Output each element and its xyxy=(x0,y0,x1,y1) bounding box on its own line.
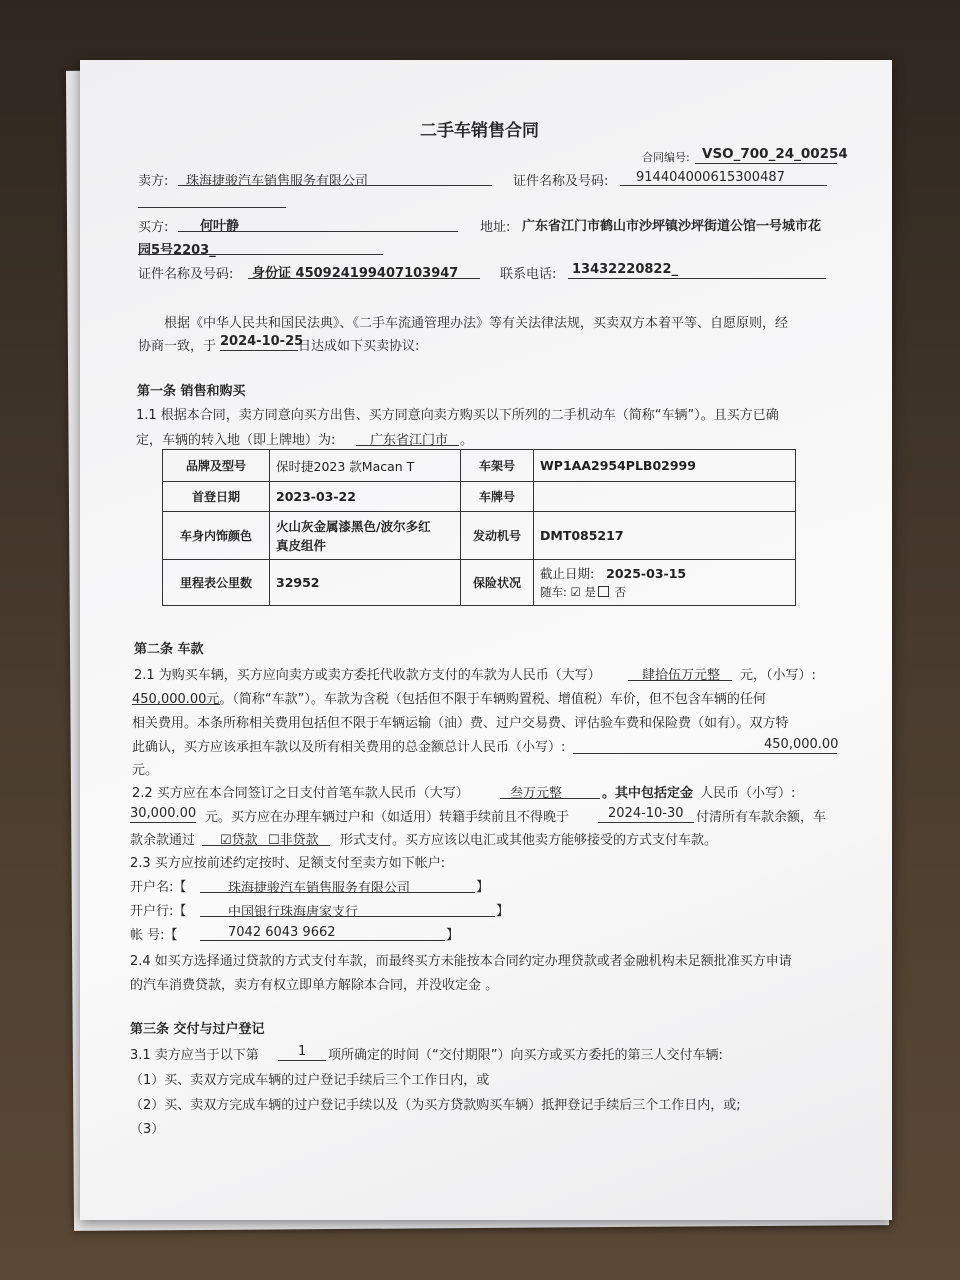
s2-2-line-3b: 形式支付。买方应该以电汇或其他卖方能够接受的方式支付车款。 xyxy=(340,833,718,848)
s2-1-line-3: 相关费用。本条所称相关费用包括但不限于车辆运输（油）费、过户交易费、评估验车费和保险费（如有）。双方特 xyxy=(132,716,789,731)
address-line-2: 园5号2203_ xyxy=(138,243,216,258)
plate-label: 车牌号 xyxy=(461,482,534,512)
section-1-title: 第一条 销售和购买 xyxy=(137,384,246,399)
vehicle-table xyxy=(162,449,796,606)
phone: 13432220822_ xyxy=(572,262,678,277)
buyer-name: 何叶静 xyxy=(200,219,240,234)
s1-1-place: 广东省江门市 xyxy=(370,433,449,448)
engine-value: DMT085217 xyxy=(534,512,796,560)
seller-id-label: 证件名称及号码: xyxy=(513,174,609,189)
s2-1-line-1a: 2.1 为购买车辆，买方应向卖方或卖方委托代收款方支付的车款为人民币（大写） xyxy=(134,668,601,683)
account-name: 珠海捷骏汽车销售服务有限公司 xyxy=(228,881,411,896)
s2-1-amount-cn: 肆拾伍万元整 xyxy=(642,668,721,683)
s1-1-line-2b: 。 xyxy=(460,433,474,448)
s2-2-line-2c: 付清所有车款余额，车 xyxy=(696,810,827,825)
s3-1-num: 1 xyxy=(298,1044,307,1059)
account-no: 7042 6043 9662 xyxy=(228,925,336,940)
buyer-label: 买方: xyxy=(138,220,169,235)
contract-no: VSO_700_24_00254 xyxy=(702,146,848,162)
s2-4-line-1: 2.4 如买方选择通过贷款的方式支付车款，而最终买方未能按本合同约定办理贷款或者金融机构未足额批准买方申请 xyxy=(130,954,792,969)
s2-2-line-3a: 款余款通过 xyxy=(130,833,196,848)
insurance-date-label: 截止日期: xyxy=(540,565,595,581)
s2-1-line-1b: 元，（小写）: xyxy=(740,668,816,683)
follow-yes: 是 xyxy=(584,584,596,599)
vin-value: WP1AA2954PLB02999 xyxy=(534,450,796,482)
intro-line-2a: 协商一致，于 xyxy=(138,339,217,354)
reg-value: 2023-03-22 xyxy=(270,482,461,512)
follow-no: 否 xyxy=(614,584,627,599)
nonloan-checkbox[interactable]: ☐非贷款 xyxy=(268,833,319,848)
s2-4-line-2: 的汽车消费贷款，卖方有权立即单方解除本合同，并没收定金 。 xyxy=(130,978,499,993)
s3-item-2: （2）买、卖双方完成车辆的过户登记手续以及（为买方贷款购买车辆）抵押登记手续后三个工作日内，或; xyxy=(130,1098,741,1113)
s2-2-line-2b: 元。买方应在办理车辆过户和（如适用）转籍手续前且不得晚于 xyxy=(205,810,570,825)
s2-1-total: 450,000.00 xyxy=(764,737,839,752)
color-value-1: 火山灰金属漆黑色/波尔多红 xyxy=(276,518,431,534)
bracket-close-2: 】 xyxy=(496,904,510,919)
s2-2-line-1c: 人民币（小写）: xyxy=(700,786,796,801)
s1-1-line-1: 1.1 根据本合同，卖方同意向买方出售、买方同意向卖方购买以下所列的二手机动车（简称“车辆”）。且买方已确 xyxy=(136,408,779,423)
reg-label: 首登日期 xyxy=(163,482,270,512)
s2-1-line-5: 元。 xyxy=(132,763,159,778)
account-bank: 中国银行珠海唐家支行 xyxy=(228,905,359,920)
s3-1-b: 项所确定的时间（“交付期限”）向买方或买方委托的第三人交付车辆: xyxy=(328,1048,723,1063)
s2-2-amount-cn: 叁万元整 xyxy=(510,786,563,801)
vin-label: 车架号 xyxy=(461,450,534,482)
follow-checkbox-checked[interactable]: ☑ xyxy=(570,584,581,599)
s2-2-date: 2024-10-30 xyxy=(608,806,684,821)
follow-label: 随车: xyxy=(540,584,567,599)
buyer-id: 身份证 450924199407103947 xyxy=(252,266,459,281)
bracket-close-1: 】 xyxy=(476,880,490,895)
bracket-close-3: 】 xyxy=(446,928,460,943)
phone-label: 联系电话: xyxy=(500,267,557,282)
s2-2-line-1a: 2.2 买方应在本合同签订之日支付首笔车款人民币（大写） xyxy=(132,786,469,801)
insurance-label: 保险状况 xyxy=(461,560,534,606)
insurance-date: 2025-03-15 xyxy=(606,565,687,581)
contract-page xyxy=(80,60,892,1220)
s3-item-1: （1）买、卖双方完成车辆的过户登记手续后三个工作日内，或 xyxy=(130,1073,490,1088)
engine-label: 发动机号 xyxy=(461,512,534,560)
s2-2-deposit: 30,000.00 xyxy=(130,806,197,821)
color-label: 车身内饰颜色 xyxy=(163,512,270,560)
color-value-2: 真皮组件 xyxy=(276,537,327,553)
s2-3: 2.3 买方应按前述约定按时、足额支付至卖方如下帐户: xyxy=(130,856,446,871)
contract-title: 二手车销售合同 xyxy=(420,121,539,141)
s3-item-3: （3） xyxy=(130,1122,165,1137)
seller-name: 珠海捷骏汽车销售服务有限公司 xyxy=(186,174,369,189)
loan-checkbox[interactable]: ☑贷款 xyxy=(220,833,258,848)
account-name-label: 开户名:【 xyxy=(130,880,187,895)
mileage-value: 32952 xyxy=(270,560,461,606)
intro-line-1: 根据《中华人民共和国民法典》、《二手车流通管理办法》等有关法律法规，买卖双方本着平等、自愿原则，经 xyxy=(164,316,789,331)
s2-2-line-1b: 。其中包括定金 xyxy=(602,786,694,801)
brand-label: 品牌及型号 xyxy=(163,450,270,482)
intro-date: 2024-10-25 xyxy=(220,334,304,349)
section-2-title: 第二条 车款 xyxy=(134,642,204,657)
account-bank-label: 开户行:【 xyxy=(130,904,187,919)
brand-value: 保时捷2023 款Macan T xyxy=(270,450,461,482)
intro-line-2b: 日达成如下买卖协议: xyxy=(298,339,420,354)
address-label: 地址: xyxy=(480,220,511,235)
s2-1-line-4: 此确认，买方应该承担车款以及所有相关费用的总金额总计人民币（小写）: xyxy=(132,740,566,755)
follow-checkbox-empty[interactable] xyxy=(598,586,609,597)
contract-no-label: 合同编号: xyxy=(642,151,690,164)
section-3-title: 第三条 交付与过户登记 xyxy=(130,1022,265,1037)
seller-id: 914404000615300487 xyxy=(636,170,785,185)
s3-1-a: 3.1 卖方应当于以下第 xyxy=(130,1048,259,1063)
seller-label: 卖方: xyxy=(138,174,169,189)
mileage-label: 里程表公里数 xyxy=(163,560,270,606)
buyer-id-label: 证件名称及号码: xyxy=(138,267,234,282)
s2-1-line-2: 450,000.00元。（简称“车款”）。车款为含税（包括但不限于车辆购置税、增值税）车价，但不包含车辆的任何 xyxy=(132,692,766,707)
s1-1-line-2a: 定，车辆的转入地（即上牌地）为: xyxy=(136,433,336,448)
plate-value xyxy=(534,482,796,512)
account-no-label: 帐 号:【 xyxy=(130,928,178,943)
address-line-1: 广东省江门市鹤山市沙坪镇沙坪街道公馆一号城市花 xyxy=(522,219,822,234)
